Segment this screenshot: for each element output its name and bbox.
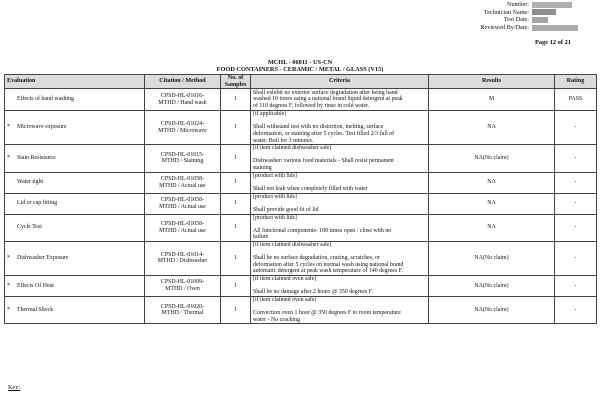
cell-rating: -	[555, 275, 597, 296]
cell-criteria	[251, 172, 429, 193]
citation-line: CPSD-HL-01024-	[160, 121, 205, 128]
header-label: Test Date:	[503, 16, 529, 24]
required-marker: *	[7, 124, 10, 131]
cell-evaluation	[5, 172, 145, 193]
criteria-gap	[253, 221, 426, 228]
citation-line: CPSD-HL-01058-	[160, 221, 205, 228]
header-label: Reviewed By/Date:	[480, 23, 529, 31]
header-label: Number:	[507, 1, 529, 8]
cell-citation	[145, 111, 221, 145]
citation-line: CPSD-HL-01015-	[160, 151, 205, 158]
evaluation-name: Thermal Shock	[17, 306, 54, 313]
header-samples: No. of Samples	[221, 75, 251, 89]
table-row	[5, 145, 597, 172]
citation-line: CPSD-HL-01058-	[160, 175, 205, 182]
header-field-reviewed-by	[372, 24, 572, 32]
report-header-fields	[372, 1, 572, 31]
criteria-line: deformation after 5 cycles on normal wash using national brand	[253, 261, 404, 268]
cell-evaluation	[5, 241, 145, 275]
cell-criteria	[251, 241, 429, 275]
criteria-line: [product with lids]	[253, 214, 297, 221]
citation-line: MTHD / Staining	[161, 158, 204, 165]
required-marker: *	[7, 306, 10, 313]
cell-results: NA(No claim)	[429, 241, 555, 275]
table-row	[5, 89, 597, 111]
cell-samples: 1	[221, 111, 251, 145]
required-marker: *	[7, 155, 10, 162]
citation-line: MTHD / Actual use	[159, 203, 206, 210]
cell-rating: -	[555, 296, 597, 323]
cell-rating: -	[555, 172, 597, 193]
criteria-line: [product with lids]	[253, 193, 297, 200]
report-title	[0, 59, 600, 74]
criteria-line: water - No cracking	[253, 316, 300, 323]
header-label: Technician Name:	[483, 8, 529, 16]
criteria-line: washed 10 times using a national brand liquid detergent at peak	[253, 96, 403, 103]
evaluation-name: Effects of hand washing	[17, 96, 74, 103]
evaluation-name: Dishwasher Exposure	[17, 255, 69, 262]
cell-criteria	[251, 89, 429, 111]
redacted-value	[532, 25, 578, 31]
citation-line: CPSD-HL-01014-	[160, 251, 205, 258]
cell-samples: 1	[221, 172, 251, 193]
table-row	[5, 214, 597, 241]
evaluation-name: Microwave exposure	[17, 124, 67, 131]
cell-criteria	[251, 296, 429, 323]
citation-line: MTHD / Actual use	[159, 182, 206, 189]
header-rating: Rating	[555, 75, 597, 89]
title-line-2: FOOD CONTAINERS - CERAMIC / METAL / GLASS (V15)	[216, 66, 384, 74]
criteria-line: Dishwasher: various food materials - Shall resist permanent	[253, 158, 394, 165]
citation-line: MTHD / Microwave	[158, 127, 207, 134]
criteria-gap	[253, 304, 426, 311]
citation-line: MTHD / Oven	[165, 285, 200, 292]
cell-criteria	[251, 193, 429, 214]
cell-samples: 1	[221, 89, 251, 111]
criteria-line: automatic detergent at peak wash temperature of 140 degrees F.	[253, 268, 403, 275]
key-label: Key:	[8, 384, 21, 391]
cell-results: NA	[429, 193, 555, 214]
criteria-line: staining	[253, 164, 272, 171]
table-row	[5, 241, 597, 275]
header-field-technician	[372, 9, 572, 17]
evaluation-table	[4, 74, 597, 324]
cell-citation	[145, 193, 221, 214]
citation-line: MTHD / Dishwasher	[157, 258, 208, 265]
criteria-line: Shall withstand test with no distortion, melting, surface	[253, 124, 384, 131]
cell-criteria	[251, 111, 429, 145]
cell-rating: -	[555, 241, 597, 275]
criteria-line: water. Boil for 3 minutes.	[253, 137, 314, 144]
cell-results: NA(No claim)	[429, 296, 555, 323]
header-results: Results	[429, 75, 555, 89]
cell-samples: 1	[221, 193, 251, 214]
cell-samples: 1	[221, 296, 251, 323]
cell-criteria	[251, 214, 429, 241]
required-marker: *	[7, 255, 10, 262]
cell-samples: 1	[221, 275, 251, 296]
cell-results: NA	[429, 172, 555, 193]
cell-evaluation	[5, 193, 145, 214]
evaluation-name: Water tight	[17, 179, 44, 186]
criteria-line: [if item claimed dishwasher safe]	[253, 241, 332, 248]
redacted-value	[532, 9, 556, 15]
criteria-gap	[253, 179, 426, 186]
criteria-line: Convection oven 1 hour @ 350 degrees F to room temperature	[253, 310, 401, 317]
cell-criteria	[251, 145, 429, 172]
cell-samples: 1	[221, 241, 251, 275]
criteria-line: Shall be no damage after 2 hours @ 350 degrees F.	[253, 289, 373, 296]
cell-evaluation	[5, 89, 145, 111]
cell-rating: -	[555, 214, 597, 241]
cell-rating: PASS	[555, 89, 597, 111]
cell-samples: 1	[221, 145, 251, 172]
cell-results: NA	[429, 111, 555, 145]
evaluation-name: Stain Resistance	[17, 155, 56, 162]
required-marker: *	[7, 282, 10, 289]
criteria-line: [product with lids]	[253, 172, 297, 179]
criteria-gap	[253, 200, 426, 207]
cell-evaluation	[5, 296, 145, 323]
citation-line: MTHD / Hand wash	[158, 99, 207, 106]
cell-rating: -	[555, 193, 597, 214]
cell-rating: -	[555, 111, 597, 145]
table-header-row	[5, 75, 597, 89]
cell-citation	[145, 296, 221, 323]
table-row	[5, 172, 597, 193]
citation-line: MTHD / Thermal	[161, 310, 204, 317]
header-citation: Citation / Method	[145, 75, 221, 89]
criteria-line: deformation, or staining after 5 cycles. Test filled 2/3 full of	[253, 130, 395, 137]
cell-evaluation	[5, 275, 145, 296]
citation-line: CPSD-HL-01009-	[160, 279, 205, 286]
cell-criteria	[251, 275, 429, 296]
cell-citation	[145, 145, 221, 172]
citation-line: CPSD-HL-01016-	[160, 93, 205, 100]
criteria-line: of 110 degrees F, followed by rinse in cold water.	[253, 102, 370, 109]
header-field-test-date	[372, 16, 572, 24]
criteria-line: [if applicable]	[253, 111, 287, 118]
cell-citation	[145, 214, 221, 241]
criteria-line: All functional components- 100 times open / close with no	[253, 227, 392, 234]
criteria-line: [if item claimed oven safe]	[253, 296, 317, 303]
cell-results: NA	[429, 214, 555, 241]
table-row	[5, 296, 597, 323]
evaluation-name: Lid or cap fitting	[17, 200, 58, 207]
table-row	[5, 193, 597, 214]
evaluation-name: Cycle Test	[17, 224, 42, 231]
citation-line: MTHD / Actual use	[159, 227, 206, 234]
redacted-value	[532, 2, 572, 8]
cell-citation	[145, 172, 221, 193]
table-row	[5, 111, 597, 145]
criteria-line: [if item claimed dishwasher safe]	[253, 145, 332, 152]
criteria-line: Shall not leak when completely filled with water	[253, 185, 368, 192]
cell-citation	[145, 275, 221, 296]
page-number: Page 12 of 21	[534, 39, 571, 46]
cell-results: M	[429, 89, 555, 111]
criteria-line: failure	[253, 234, 269, 241]
cell-evaluation	[5, 111, 145, 145]
header-evaluation: Evaluation	[5, 75, 145, 89]
cell-evaluation	[5, 214, 145, 241]
citation-line: CPSD-HL-01020-	[160, 303, 205, 310]
cell-rating: -	[555, 145, 597, 172]
cell-samples: 1	[221, 214, 251, 241]
header-field-number	[372, 1, 572, 9]
cell-citation	[145, 241, 221, 275]
redacted-value	[532, 17, 548, 23]
evaluation-name: Effects Of Heat	[17, 282, 54, 289]
cell-results: NA(No claim)	[429, 145, 555, 172]
cell-evaluation	[5, 145, 145, 172]
criteria-line: Shall be no surface degradation, crazing, scratches, or	[253, 255, 380, 262]
criteria-line: [if item claimed oven safe]	[253, 276, 317, 283]
cell-citation	[145, 89, 221, 111]
citation-line: CPSD-HL-01058-	[160, 196, 205, 203]
criteria-line: Shall provide good fit of lid	[253, 206, 319, 213]
cell-results: NA(No claim)	[429, 275, 555, 296]
criteria-line: Shall exhibit no exterior surface degradation after being hand	[253, 89, 398, 96]
header-criteria: Criteria	[251, 75, 429, 89]
title-line-1: MCHL - 06011 - US-CN	[267, 59, 333, 66]
table-row	[5, 275, 597, 296]
